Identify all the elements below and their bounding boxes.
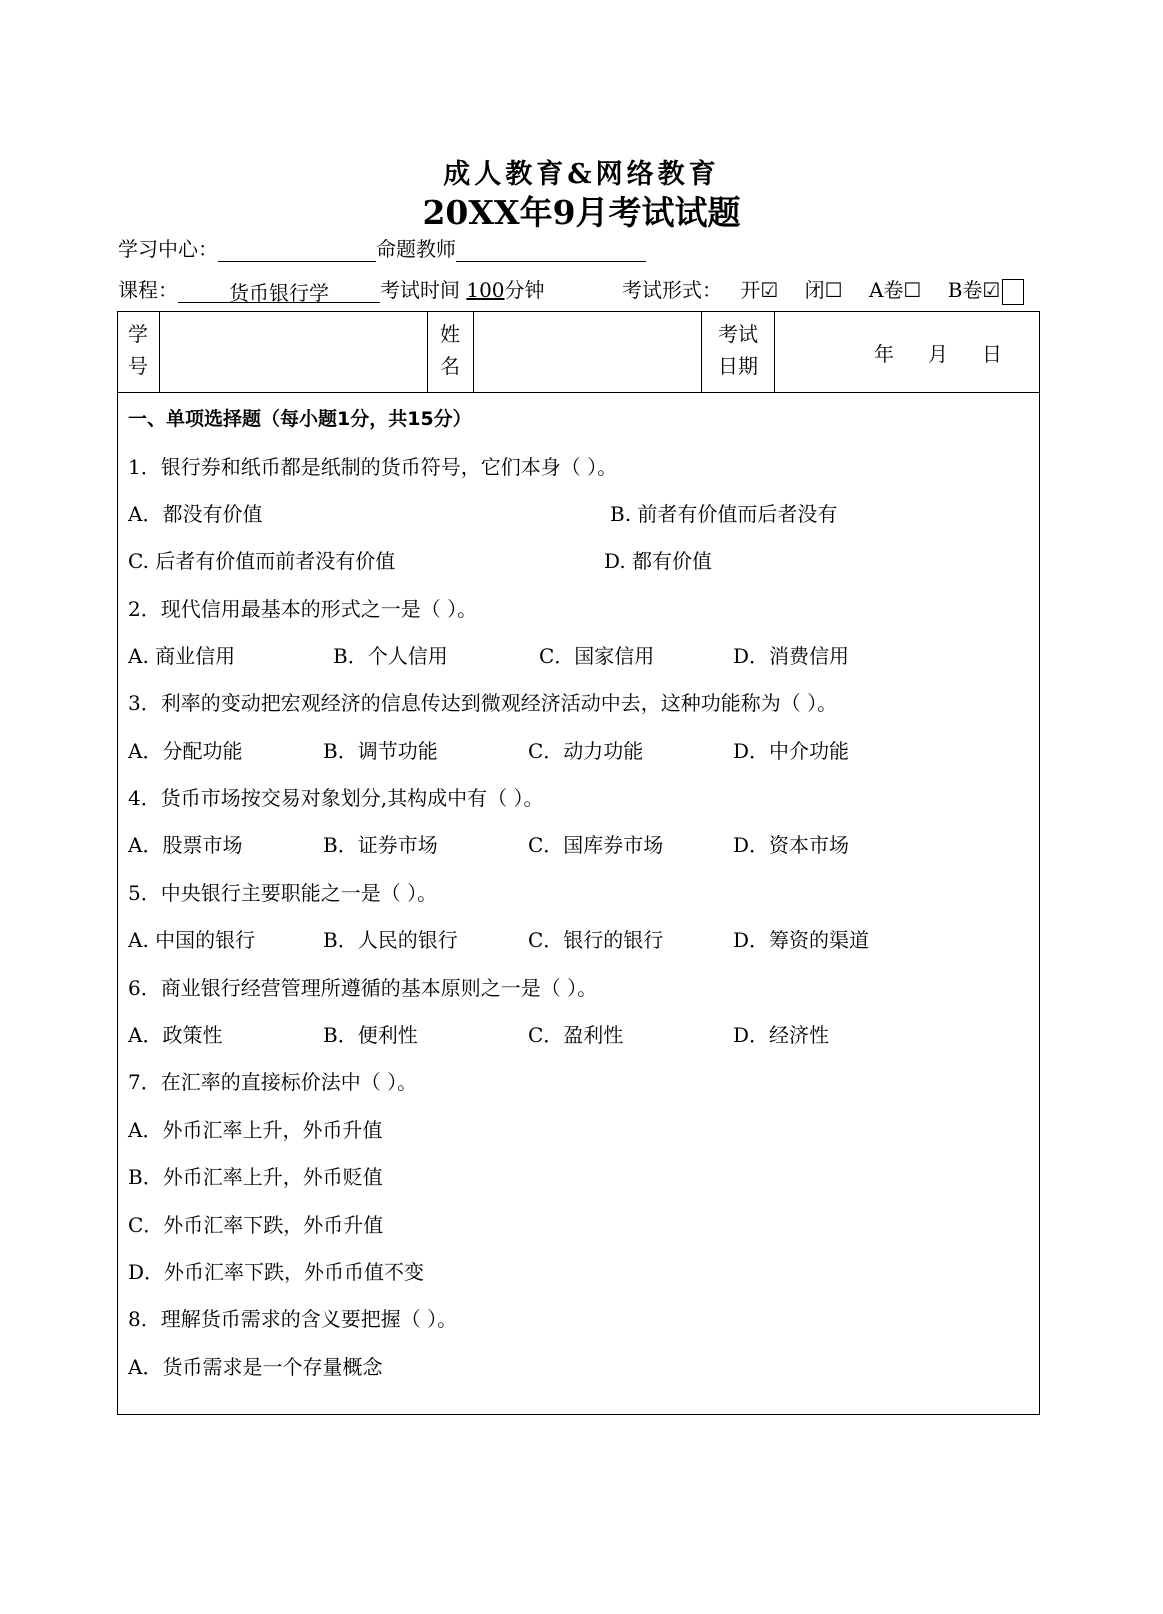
q7-option-d: D．外币汇率下跌，外币币值不变: [128, 1260, 425, 1284]
q8-option-a: A．货币需求是一个存量概念: [128, 1355, 383, 1379]
question-3: 3．利率的变动把宏观经济的信息传达到微观经济活动中去，这种功能称为（ ）。: [128, 691, 838, 715]
q1-option-b: B. 前者有价值而后者没有: [610, 502, 838, 526]
year-label: 年: [874, 342, 894, 366]
name-field[interactable]: [474, 312, 700, 391]
center-teacher-row: [118, 236, 646, 262]
q6-option-b: B．便利性: [323, 1023, 418, 1047]
question-5: 5．中央银行主要职能之一是（ ）。: [128, 881, 438, 905]
q3-option-a: A．分配功能: [128, 739, 243, 763]
q5-option-c: C．银行的银行: [528, 928, 664, 952]
question-2: 2．现代信用最基本的形式之一是（ ）。: [128, 597, 478, 621]
time-label: 考试时间: [380, 278, 460, 302]
exam-title: 20XX年9月考试试题: [422, 193, 741, 232]
exam-frame: [117, 311, 1040, 1415]
student-info-table: [118, 312, 1039, 393]
course-label: 课程：: [118, 278, 178, 302]
student-id-field[interactable]: [160, 312, 426, 391]
course-field: [178, 280, 380, 303]
closed-checkbox[interactable]: 闭☐: [804, 278, 843, 302]
divider: [427, 312, 428, 392]
q7-option-a: A．外币汇率上升，外币升值: [128, 1118, 383, 1142]
study-center-label: 学习中心：: [118, 237, 218, 261]
section-title: 一、单项选择题（每小题1分，共15分）: [128, 408, 472, 430]
q3-option-d: D．中介功能: [733, 739, 850, 763]
q1-option-d: D. 都有价值: [604, 549, 713, 573]
open-checkbox[interactable]: 开☑: [740, 278, 779, 302]
name-label: 姓 名: [440, 322, 460, 378]
q5-option-a: A. 中国的银行: [128, 928, 256, 952]
exam-date-label: 考试 日期: [718, 322, 758, 378]
q1-option-a: A．都没有价值: [128, 502, 263, 526]
q1-option-c: C. 后者有价值而前者没有价值: [128, 549, 396, 573]
q4-option-c: C．国库券市场: [528, 833, 664, 857]
q3-option-c: C．动力功能: [528, 739, 644, 763]
day-label: 日: [982, 342, 1002, 366]
q5-option-d: D．筹资的渠道: [733, 928, 870, 952]
q2-option-b: B．个人信用: [333, 644, 448, 668]
question-6: 6．商业银行经营管理所遵循的基本原则之一是（ ）。: [128, 976, 598, 1000]
q5-option-b: B．人民的银行: [323, 928, 458, 952]
q2-option-a: A. 商业信用: [128, 644, 236, 668]
q4-option-d: D．资本市场: [733, 833, 850, 857]
form-label: 考试形式：: [622, 278, 722, 302]
q3-option-b: B．调节功能: [323, 739, 438, 763]
month-label: 月: [928, 342, 948, 366]
q6-option-a: A．政策性: [128, 1023, 223, 1047]
q6-option-c: C．盈利性: [528, 1023, 624, 1047]
q7-option-c: C．外币汇率下跌，外币升值: [128, 1213, 384, 1237]
paper-a-checkbox[interactable]: A卷☐: [868, 278, 922, 302]
q4-option-b: B．证券市场: [323, 833, 438, 857]
time-unit: 分钟: [504, 278, 545, 302]
divider: [701, 312, 702, 392]
course-row: [118, 277, 545, 303]
question-1: 1．银行券和纸币都是纸制的货币符号，它们本身（ ）。: [128, 455, 618, 479]
exam-date-field[interactable]: [775, 312, 1039, 391]
extra-box: [1002, 279, 1024, 305]
question-8: 8．理解货币需求的含义要把握（ ）。: [128, 1307, 458, 1331]
study-center-field[interactable]: [218, 239, 376, 262]
teacher-label: 命题教师: [376, 237, 456, 261]
org-title: 成人教育&网络教育: [443, 159, 720, 190]
student-id-label: 学 号: [128, 322, 148, 378]
time-value: 100: [466, 278, 505, 302]
q4-option-a: A．股票市场: [128, 833, 243, 857]
course-value: 货币银行学: [229, 281, 329, 305]
q2-option-c: C．国家信用: [539, 644, 655, 668]
paper-b-checkbox[interactable]: B卷☑: [947, 278, 1001, 302]
q7-option-b: B．外币汇率上升，外币贬值: [128, 1165, 383, 1189]
q2-option-d: D．消费信用: [733, 644, 850, 668]
question-4: 4．货币市场按交易对象划分,其构成中有（ ）。: [128, 786, 544, 810]
question-7: 7．在汇率的直接标价法中（ ）。: [128, 1070, 418, 1094]
q6-option-d: D．经济性: [733, 1023, 830, 1047]
exam-form-row: [622, 277, 1024, 305]
teacher-field[interactable]: [456, 239, 646, 262]
